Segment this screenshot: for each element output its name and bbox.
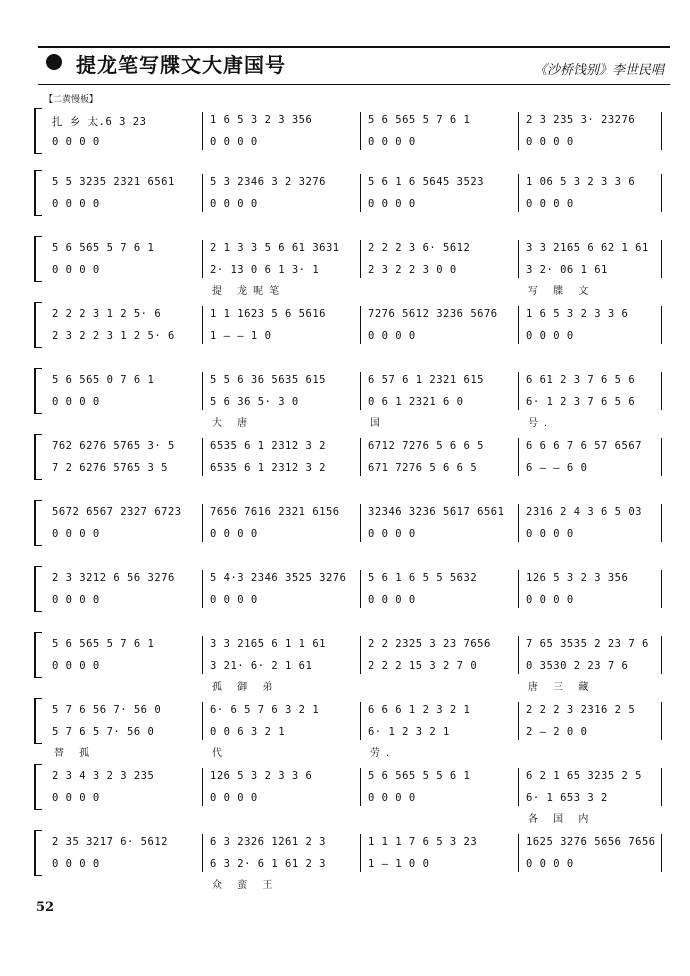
system	[34, 108, 666, 172]
melody-staff	[48, 770, 666, 786]
vocal-staff	[48, 726, 666, 742]
barline	[518, 438, 519, 476]
system	[34, 632, 666, 696]
vocal-staff	[48, 594, 666, 610]
system	[34, 500, 666, 564]
lyrics-row	[48, 612, 666, 626]
measure: 0 0 0 0	[526, 136, 574, 148]
tempo-mark: 【二黄慢板】	[44, 95, 99, 105]
measure: 2 3 2 2 3 0 0	[368, 264, 457, 276]
barline	[202, 240, 203, 278]
measure: 5 5 6 36 5635 615	[210, 374, 326, 386]
lyric: 写 牒 文	[528, 286, 595, 297]
song-title: 提龙笔写牒文大唐国号	[76, 53, 286, 77]
barline-end	[661, 306, 662, 344]
measure: 0 0 0 0	[52, 858, 100, 870]
measure: 0 0 0 0	[52, 792, 100, 804]
barline	[360, 372, 361, 410]
measure: 6· 1 2 3 2 1	[368, 726, 450, 738]
measure: 5 3 2346 3 2 3276	[210, 176, 326, 188]
measure: 1 6 5 3 2 3 3 6	[526, 308, 629, 320]
measure: 0 6 1 2321 6 0	[368, 396, 464, 408]
system-brace	[34, 632, 42, 678]
system	[34, 368, 666, 432]
measure: 3 2· 06 1 61	[526, 264, 608, 276]
barline	[202, 570, 203, 608]
measure: 126 5 3 2 3 3 6	[210, 770, 313, 782]
barline	[360, 636, 361, 674]
measure: 0 0 6 3 2 1	[210, 726, 286, 738]
system-brace	[34, 368, 42, 414]
barline	[360, 702, 361, 740]
measure: 0 0 0 0	[526, 528, 574, 540]
measure: 5672 6567 2327 6723	[52, 506, 182, 518]
measure: 0 0 0 0	[210, 136, 258, 148]
barline	[202, 702, 203, 740]
measure: 6 61 2 3 7 6 5 6	[526, 374, 636, 386]
system	[34, 764, 666, 828]
measure: 0 0 0 0	[52, 198, 100, 210]
measure: 0 0 0 0	[52, 528, 100, 540]
measure: 0 0 0 0	[368, 330, 416, 342]
melody-staff	[48, 308, 666, 324]
measure: 0 0 0 0	[368, 198, 416, 210]
measure: 0 0 0 0	[526, 198, 574, 210]
system	[34, 566, 666, 630]
measure: 671 7276 5 6 6 5	[368, 462, 478, 474]
barline-end	[661, 438, 662, 476]
measure: 扎 乡 太.6 3 23	[52, 116, 147, 128]
lyrics-row	[48, 348, 666, 362]
melody-staff	[48, 836, 666, 852]
barline	[518, 372, 519, 410]
measure: 5 7 6 5 7· 56 0	[52, 726, 155, 738]
measure: 2 35 3217 6· 5612	[52, 836, 168, 848]
barline-end	[661, 702, 662, 740]
measure: 2 1 3 3 5 6 61 3631	[210, 242, 340, 254]
barline-end	[661, 570, 662, 608]
barline	[360, 570, 361, 608]
measure: 0 0 0 0	[526, 330, 574, 342]
lyric: 国	[370, 418, 386, 429]
measure: 0 0 0 0	[210, 792, 258, 804]
lyric: 各 国 内	[528, 814, 595, 825]
measure: 5 6 565 5 7 6 1	[52, 638, 155, 650]
measure: 0 0 0 0	[52, 660, 100, 672]
song-subtitle: 《沙桥饯别》李世民唱	[533, 63, 664, 78]
lyrics-row	[48, 876, 666, 890]
measure: 1 — — 1 0	[210, 330, 272, 342]
measure: 3 21· 6· 2 1 61	[210, 660, 313, 672]
measure: 5 7 6 56 7· 56 0	[52, 704, 162, 716]
measure: 5 6 565 5 5 6 1	[368, 770, 471, 782]
measure: 1 6 5 3 2 3 356	[210, 114, 313, 126]
measure: 0 0 0 0	[52, 396, 100, 408]
melody-staff	[48, 242, 666, 258]
vocal-staff	[48, 396, 666, 412]
system-brace	[34, 236, 42, 282]
measure: 5 6 1 6 5 5 5632	[368, 572, 478, 584]
barline	[518, 636, 519, 674]
measure: 5 6 565 0 7 6 1	[52, 374, 155, 386]
vocal-staff	[48, 264, 666, 280]
system	[34, 236, 666, 300]
barline	[518, 768, 519, 806]
barline	[202, 834, 203, 872]
barline-end	[661, 504, 662, 542]
measure: 6535 6 1 2312 3 2	[210, 440, 326, 452]
measure: 2316 2 4 3 6 5 03	[526, 506, 642, 518]
measure: 7 2 6276 5765 3 5	[52, 462, 168, 474]
melody-staff	[48, 176, 666, 192]
system-brace	[34, 434, 42, 480]
measure: 0 0 0 0	[368, 136, 416, 148]
system-brace	[34, 302, 42, 348]
measure: 1 06 5 3 2 3 3 6	[526, 176, 636, 188]
measure: 6535 6 1 2312 3 2	[210, 462, 326, 474]
measure: 3 3 2165 6 62 1 61	[526, 242, 649, 254]
lyric: 提 龙呢笔	[212, 286, 286, 297]
header-rule-top	[38, 46, 670, 48]
measure: 1 1 1623 5 6 5616	[210, 308, 326, 320]
bullet-icon	[46, 54, 62, 70]
barline-end	[661, 834, 662, 872]
barline	[360, 768, 361, 806]
header-rule-bottom	[38, 84, 670, 85]
vocal-staff	[48, 660, 666, 676]
measure: 6· 1 2 3 7 6 5 6	[526, 396, 636, 408]
page-number: 52	[36, 900, 55, 915]
barline	[360, 504, 361, 542]
measure: 6712 7276 5 6 6 5	[368, 440, 484, 452]
barline-end	[661, 372, 662, 410]
system	[34, 698, 666, 762]
barline	[518, 570, 519, 608]
system-brace	[34, 566, 42, 612]
measure: 3 3 2165 6 1 1 61	[210, 638, 326, 650]
lyrics-row	[48, 546, 666, 560]
measure: 0 3530 2 23 7 6	[526, 660, 629, 672]
barline	[360, 834, 361, 872]
system-brace	[34, 500, 42, 546]
melody-staff	[48, 704, 666, 720]
measure: 5 5 3235 2321 6561	[52, 176, 175, 188]
measure: 2· 13 0 6 1 3· 1	[210, 264, 320, 276]
barline	[518, 174, 519, 212]
vocal-staff	[48, 462, 666, 478]
measure: 6 6 6 7 6 57 6567	[526, 440, 642, 452]
measure: 0 0 0 0	[210, 198, 258, 210]
melody-staff	[48, 440, 666, 456]
measure: 6 — — 6 0	[526, 462, 588, 474]
barline	[360, 438, 361, 476]
measure: 6 2 1 65 3235 2 5	[526, 770, 642, 782]
system-brace	[34, 764, 42, 810]
system	[34, 830, 666, 894]
barline	[360, 240, 361, 278]
barline	[518, 702, 519, 740]
vocal-staff	[48, 330, 666, 346]
measure: 0 0 0 0	[526, 594, 574, 606]
melody-staff	[48, 114, 666, 130]
system	[34, 302, 666, 366]
lyric: 大 唐	[212, 418, 254, 429]
measure: 7656 7616 2321 6156	[210, 506, 340, 518]
measure: 5 6 565 5 7 6 1	[368, 114, 471, 126]
measure: 0 0 0 0	[368, 594, 416, 606]
barline	[202, 768, 203, 806]
measure: 5 6 36 5· 3 0	[210, 396, 299, 408]
system-brace	[34, 108, 42, 154]
lyrics-row	[48, 154, 666, 168]
measure: 2 2 2 15 3 2 7 0	[368, 660, 478, 672]
melody-staff	[48, 638, 666, 654]
melody-staff	[48, 506, 666, 522]
measure: 2 3 3212 6 56 3276	[52, 572, 175, 584]
measure: 2 3 235 3· 23276	[526, 114, 636, 126]
lyrics-row	[48, 678, 666, 692]
lyrics-row	[48, 810, 666, 824]
lyrics-row	[48, 414, 666, 428]
lyric: 号.	[528, 418, 554, 429]
system-brace	[34, 170, 42, 216]
lyric: 替 孤	[54, 748, 96, 759]
vocal-staff	[48, 528, 666, 544]
barline	[202, 372, 203, 410]
measure: 0 0 0 0	[368, 528, 416, 540]
melody-staff	[48, 374, 666, 390]
measure: 0 0 0 0	[526, 858, 574, 870]
measure: 2 2 2 3 6· 5612	[368, 242, 471, 254]
barline	[360, 174, 361, 212]
melody-staff	[48, 572, 666, 588]
barline	[518, 112, 519, 150]
lyrics-row	[48, 480, 666, 494]
measure: 5 6 565 5 7 6 1	[52, 242, 155, 254]
measure: 126 5 3 2 3 356	[526, 572, 629, 584]
vocal-staff	[48, 136, 666, 152]
measure: 7 65 3535 2 23 7 6	[526, 638, 649, 650]
barline	[518, 240, 519, 278]
measure: 2 3 2 2 3 1 2 5· 6	[52, 330, 175, 342]
measure: 2 2 2 3 1 2 5· 6	[52, 308, 162, 320]
measure: 0 0 0 0	[52, 594, 100, 606]
lyrics-row	[48, 216, 666, 230]
measure: 6· 1 653 3 2	[526, 792, 608, 804]
barline-end	[661, 768, 662, 806]
measure: 32346 3236 5617 6561	[368, 506, 505, 518]
measure: 0 0 0 0	[210, 594, 258, 606]
lyrics-row	[48, 282, 666, 296]
lyric: 众 蛮 王	[212, 880, 279, 891]
measure: 6 3 2326 1261 2 3	[210, 836, 326, 848]
measure: 2 — 2 0 0	[526, 726, 588, 738]
measure: 2 2 2325 3 23 7656	[368, 638, 491, 650]
barline	[202, 112, 203, 150]
barline	[202, 504, 203, 542]
measure: 0 0 0 0	[210, 528, 258, 540]
barline	[518, 834, 519, 872]
measure: 6· 6 5 7 6 3 2 1	[210, 704, 320, 716]
lyrics-row	[48, 744, 666, 758]
measure: 0 0 0 0	[368, 792, 416, 804]
barline	[518, 504, 519, 542]
system-brace	[34, 698, 42, 744]
vocal-staff	[48, 198, 666, 214]
measure: 0 0 0 0	[52, 264, 100, 276]
lyric: 劳.	[370, 748, 396, 759]
measure: 6 6 6 1 2 3 2 1	[368, 704, 471, 716]
barline-end	[661, 636, 662, 674]
barline	[518, 306, 519, 344]
barline	[202, 174, 203, 212]
measure: 2 3 4 3 2 3 235	[52, 770, 155, 782]
barline-end	[661, 240, 662, 278]
measure: 762 6276 5765 3· 5	[52, 440, 175, 452]
measure: 0 0 0 0	[52, 136, 100, 148]
measure: 1625 3276 5656 7656	[526, 836, 656, 848]
barline-end	[661, 112, 662, 150]
barline-end	[661, 174, 662, 212]
barline	[360, 306, 361, 344]
barline	[202, 438, 203, 476]
measure: 5 4·3 2346 3525 3276	[210, 572, 347, 584]
barline	[202, 636, 203, 674]
system-brace	[34, 830, 42, 876]
measure: 6 57 6 1 2321 615	[368, 374, 484, 386]
measure: 2 2 2 3 2316 2 5	[526, 704, 636, 716]
system	[34, 170, 666, 234]
lyric: 唐 三 藏	[528, 682, 595, 693]
measure: 6 3 2· 6 1 61 2 3	[210, 858, 326, 870]
measure: 7276 5612 3236 5676	[368, 308, 498, 320]
vocal-staff	[48, 858, 666, 874]
measure: 1 1 1 7 6 5 3 23	[368, 836, 478, 848]
system	[34, 434, 666, 498]
barline	[360, 112, 361, 150]
lyric: 代	[212, 748, 228, 759]
lyric: 孤 御 弟	[212, 682, 279, 693]
vocal-staff	[48, 792, 666, 808]
barline	[202, 306, 203, 344]
measure: 5 6 1 6 5645 3523	[368, 176, 484, 188]
measure: 1 — 1 0 0	[368, 858, 430, 870]
